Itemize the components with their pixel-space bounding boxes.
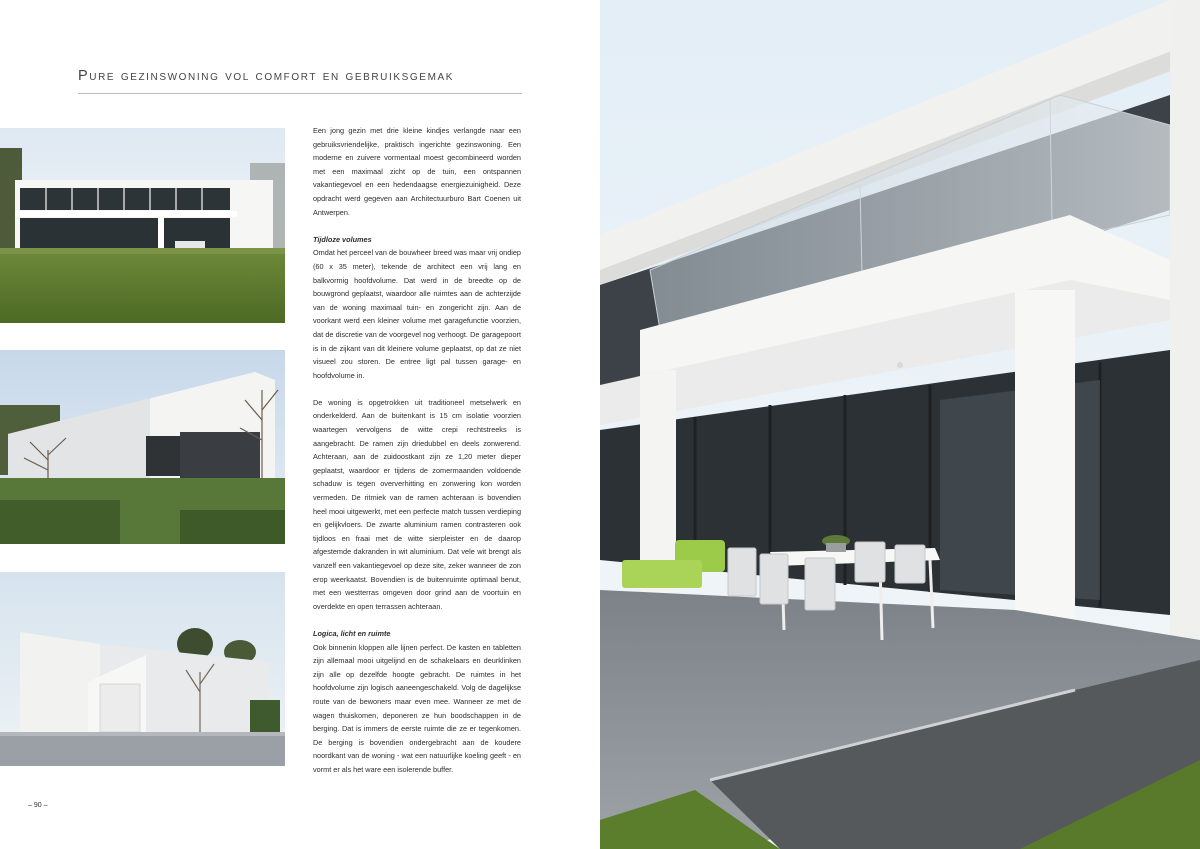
photo-side-view	[0, 350, 285, 544]
article-body	[313, 124, 521, 777]
page-heading: Pure gezinswoning vol comfort en gebruiksgemak	[78, 68, 455, 84]
paragraph-3: Ook binnenin kloppen alle lijnen perfect. De kasten en tabletten zijn allemaal mooi uitgelijnd en de schakelaars en deurklinken zijn alle op dezelfde hoogte gebracht. De ruimtes in het hoofdvolume zijn logisch aaneengeschakeld. Volg de dagelijkse route van de bewoners maar even mee. Wanneer ze met de wagen thuiskomen, deponeren ze hun boodschappen in de berging. Dat is immers de eerste ruimte die ze er tegenkomen. De berging is bovendien ondergebracht aan de koudere noordkant van de woning - wat een natuurlijke koeling geeft - en vormt er als het ware een isolerende buffer.	[313, 642, 521, 774]
page-number: – 90 –	[28, 802, 48, 809]
photo-front-garage	[0, 572, 285, 766]
subheading-tijdloze-volumes: Tijdloze volumes	[313, 234, 372, 244]
subheading-logica: Logica, licht en ruimte	[313, 628, 391, 638]
heading-rule	[78, 93, 522, 94]
paragraph-1: Omdat het perceel van de bouwheer breed was maar vrij ondiep (60 x 35 meter), tekende de architect een vrij lang en balkvormig hoofdvolume. Dat werd in de breedte op de bouwgrond geplaatst, waardoor alle ruimtes aan de achterzijde van de woning maximaal tuin- en zongericht zijn. Aan de voorkant werd een kleiner volume met garagefunctie voorzien, dat de discretie van de voorgevel nog verhoogt. De garagepoort is in de zijkant van dit kleinere volume geplaatst, op dat ze niet visueel zou storen. De entree ligt pal tussen garage- en hoofdvolume in.	[313, 248, 521, 380]
intro-paragraph: Een jong gezin met drie kleine kindjes verlangde naar een gebruiksvriendelijke, praktisch ingerichte gezinswoning. Een moderne en zuivere vormentaal moest gecombineerd worden met een maximaal zicht op de tuin, een ontspannen vakantiegevoel en een hedendaagse energiezuinigheid. Deze opdracht werd gegeven aan Architectuurburo Bart Coenen uit Antwerpen.	[313, 126, 521, 217]
paragraph-2: De woning is opgetrokken uit traditioneel metselwerk en onderkelderd. Aan de buitenkant is 15 cm isolatie voorzien waartegen vervolgens de witte crepi rechtstreeks is aangebracht. De ramen zijn driedubbel en deels zonwerend. Achteraan, aan de zuidoostkant zijn ze 1,20 meter dieper geplaatst, waardoor er tijdens de zomermaanden voldoende schaduw is tegen oververhitting en zonwering kon worden vermeden. De ritmiek van de ramen achteraan is bovendien heel mooi uitgewerkt, met een perfecte match tussen verdieping en gelijkvloers. De zwarte aluminium ramen contrasteren ook tijdloos en fraai met de witte sierpleister en de daarop afgestemde dakranden in wit aluminium. Dat vele wit brengt als vanzelf een vakantiegevoel op deze site, zeker wanneer de zon erop weerkaatst. Bovendien is de buitenruimte optimaal benut, met een westterras omgeven door grind aan de voortuin en overdekte en open terrassen achteraan.	[313, 397, 521, 611]
photo-rear-facade	[0, 128, 285, 323]
photo-terrace	[600, 0, 1200, 849]
